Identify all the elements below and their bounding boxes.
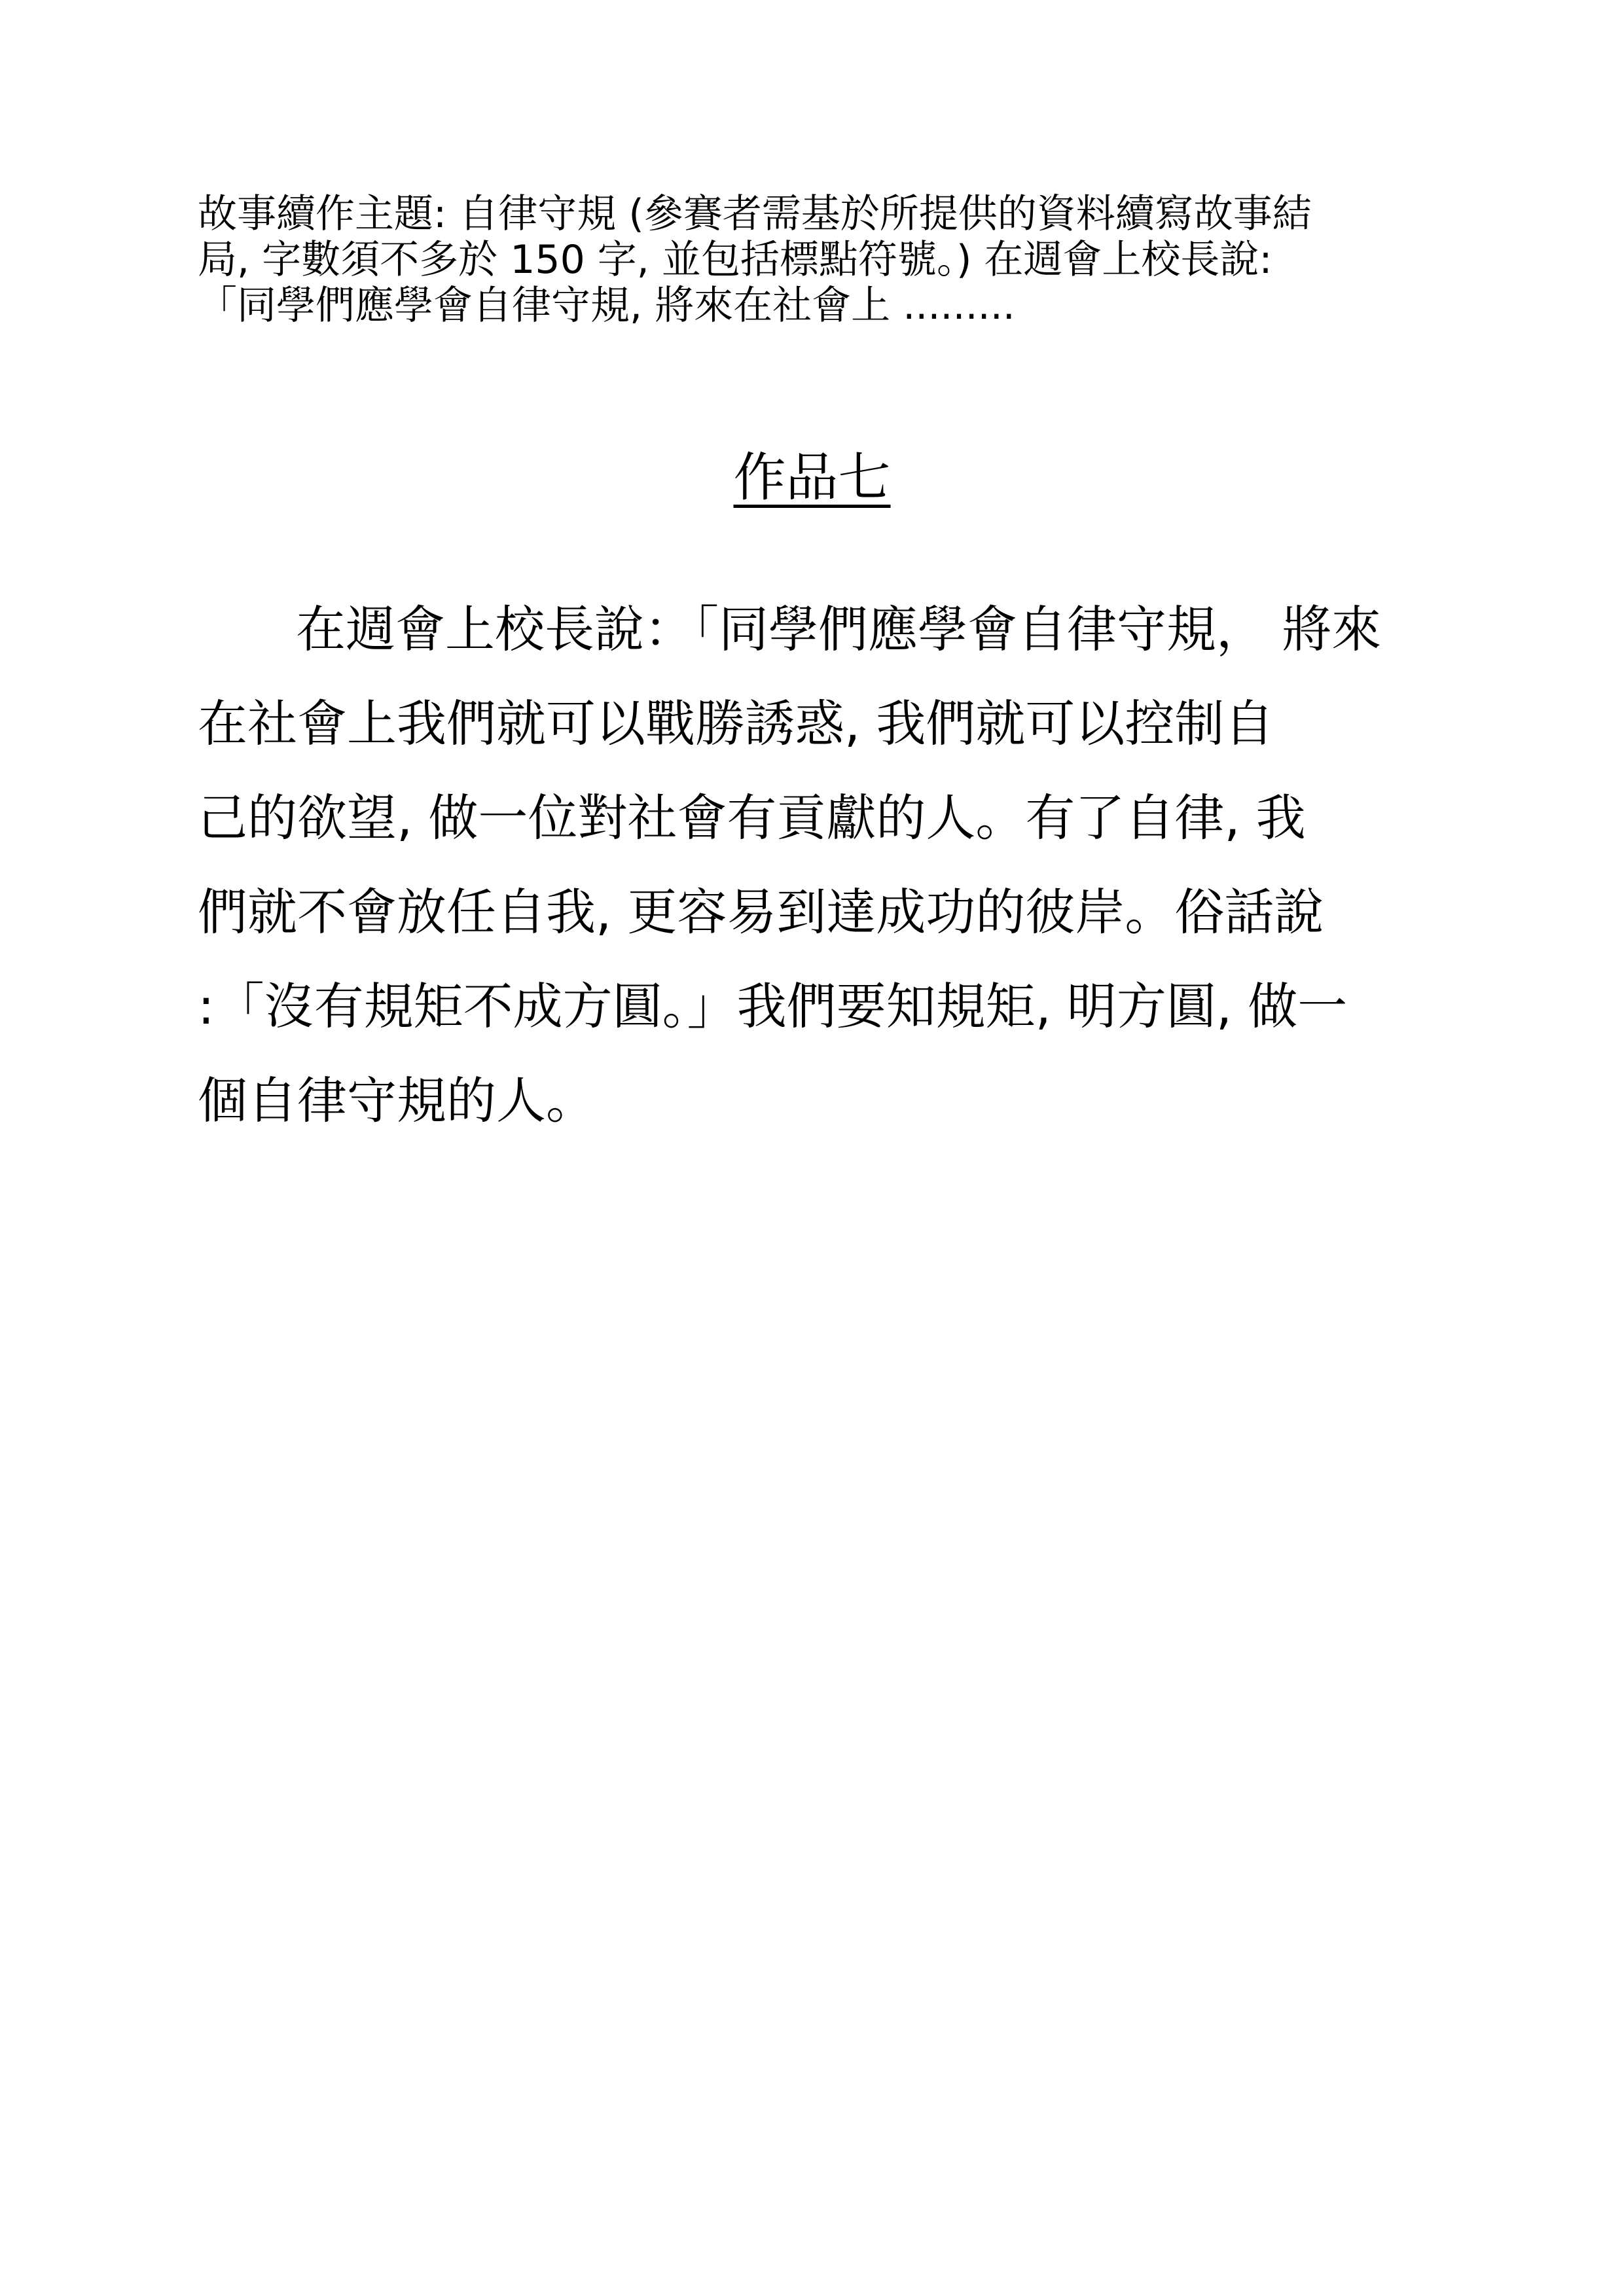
story-line: 在社會上我們就可以戰勝誘惑, 我們就可以控制自	[198, 694, 1274, 753]
prompt-block	[198, 191, 1441, 329]
prompt-line: 「同學們應學會自律守規, 將來在社會上 .........	[198, 283, 1015, 329]
story-line: 們就不會放任自我, 更容易到達成功的彼岸。俗話說	[198, 883, 1324, 941]
story-body	[198, 583, 1507, 1148]
page-title-wrapper	[0, 445, 1624, 511]
prompt-line: 局, 字數須不多於 150 字, 並包括標點符號。) 在週會上校長說:	[198, 237, 1272, 283]
prompt-line: 故事續作主題: 自律守規 (參賽者需基於所提供的資料續寫故事結	[198, 191, 1312, 237]
story-line: 個自律守規的人。	[198, 1071, 596, 1130]
page-title: 作品七	[733, 447, 891, 508]
story-line: 己的欲望, 做一位對社會有貢獻的人。有了自律, 我	[198, 789, 1306, 847]
story-line: 在週會上校長說：「同學們應學會自律守規， 將來	[296, 600, 1382, 658]
story-line: :「沒有規矩不成方圓。」我們要知規矩, 明方圓, 做一	[198, 977, 1348, 1035]
